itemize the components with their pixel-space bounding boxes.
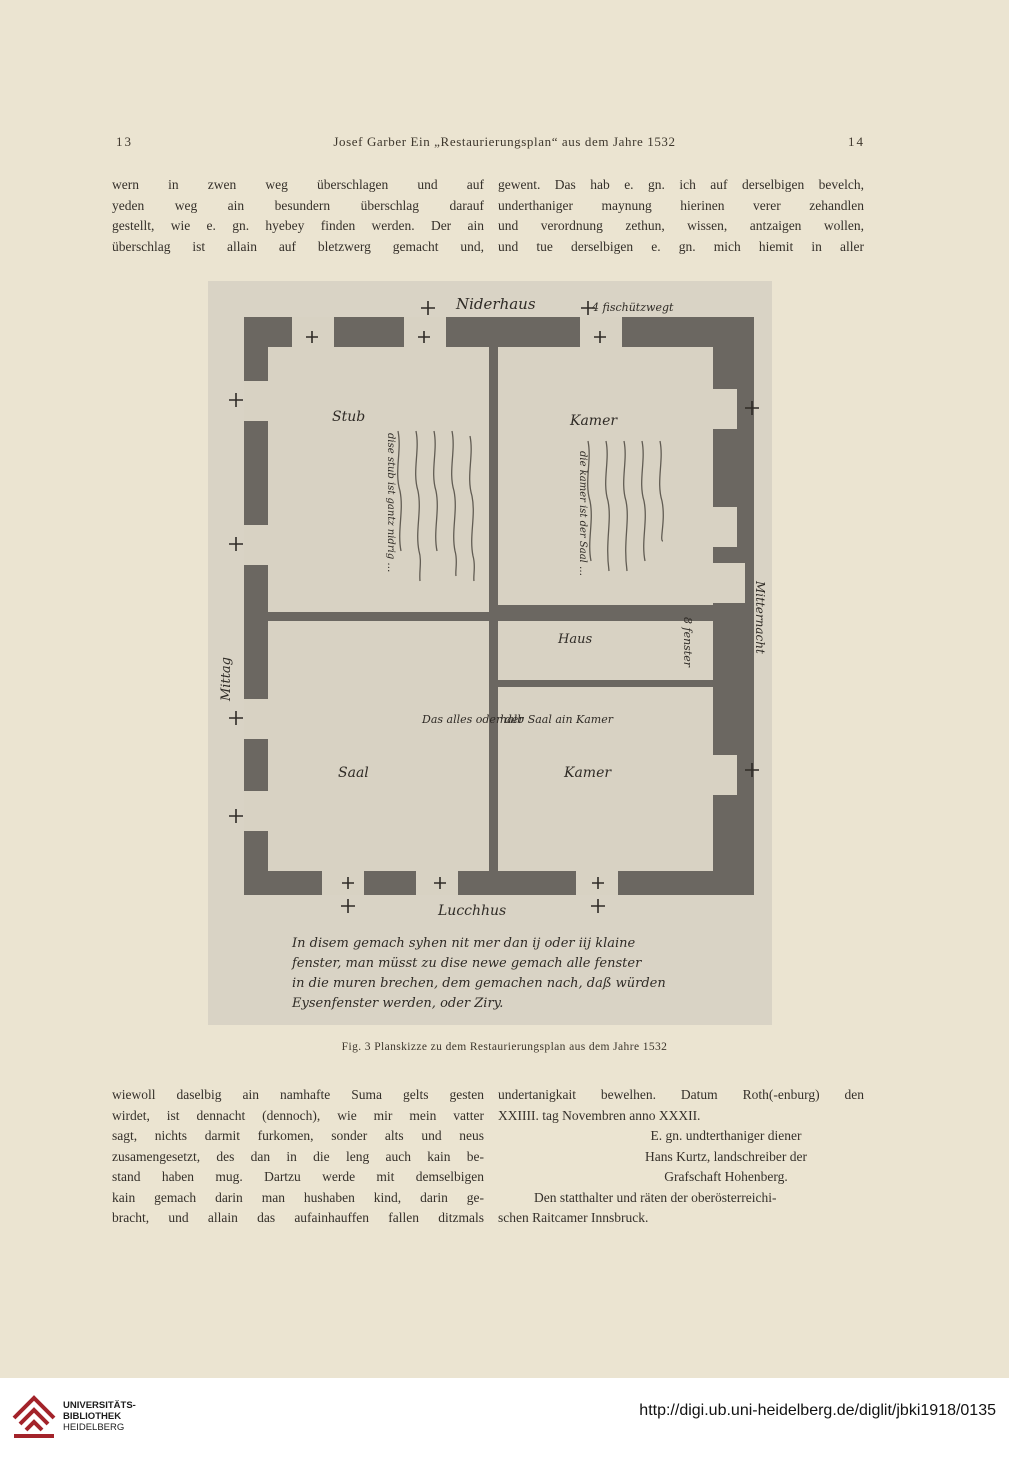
text-line: stand haben mug. Dartzu werde mit demselbigen (112, 1169, 484, 1184)
room-saal (268, 621, 489, 871)
label-saal: Saal (338, 765, 369, 781)
running-title: Josef Garber Ein „Restaurierungsplan“ aus dem Jahre 1532 (333, 134, 676, 149)
label-right: Mitternacht (753, 581, 767, 654)
logo-text (63, 1400, 136, 1433)
text-line: und tue derselbigen e. gn. mich hiemit in aller (498, 238, 864, 254)
text-line: zusamengesetzt, des dan in die leng auch kain be- (112, 1148, 484, 1164)
text-line: wiewoll daselbig ain namhafte Suma gelts gesten (112, 1087, 484, 1102)
footer-bar (0, 1378, 1009, 1460)
note-stub: dise stub ist gantz nidrig … (385, 433, 396, 573)
logo-line: HEIDELBERG (63, 1422, 125, 1433)
label-kamer-top: Kamer (570, 413, 618, 429)
bottom-note-line: In disem gemach syhen nit mer dan ij oder iij klaine (292, 936, 636, 951)
text-line: kain gemach darin man hushaben kind, darin ge- (112, 1189, 484, 1205)
signature-line: E. gn. undterthaniger diener (650, 1128, 802, 1143)
text-line: yeden weg ain besundern überschlag darauf (112, 197, 484, 213)
signature-line: Grafschaft Hohenberg. (664, 1169, 788, 1184)
text-line: Den statthalter und räten der oberösterreichi- (534, 1189, 777, 1205)
label-haus: Haus (558, 632, 593, 647)
page-number-right: 14 (848, 134, 865, 149)
floor-plan-drawing (208, 281, 772, 1025)
label-mid-note-right: halb Saal ain Kamer (500, 713, 613, 726)
label-kamer-bottom: Kamer (564, 765, 612, 781)
text-line: gewent. Das hab e. gn. ich auf derselbigen bevelch, (498, 177, 864, 192)
bottom-note-line: in die muren brechen, dem gemachen nach, daß würden (292, 976, 666, 991)
text-line: underthaniger maynung hierinen verer zehandlen (498, 197, 864, 213)
floor-plan-figure (208, 281, 772, 1025)
page-number-left: 13 (116, 134, 133, 149)
bottom-note-line: fenster, man müsst zu dise newe gemach alle fenster (292, 956, 642, 971)
text-line: XXIIII. tag Novembren anno XXXII. (498, 1107, 701, 1123)
university-library-logo-icon (10, 1392, 58, 1440)
label-top-right: 4 fischützwegt (592, 301, 674, 314)
text-line: sagt, nichts darmit furkomen, sonder alts und neus (112, 1128, 484, 1143)
text-line: und verordnung zethun, wissen, antzaigen wollen, (498, 218, 864, 233)
text-line: gestellt, wie e. gn. hyebey finden werden. Der ain (112, 218, 484, 233)
permalink-url[interactable]: http://digi.ub.uni-heidelberg.de/diglit/jbki1918/0135 (639, 1402, 996, 1419)
label-bottom: Lucchhus (438, 903, 507, 919)
top-right-column (498, 175, 864, 257)
figure-caption: Fig. 3 Planskizze zu dem Restaurierungsplan aus dem Jahre 1532 (341, 1041, 668, 1053)
bottom-note-line: Eysenfenster werden, oder Ziry. (292, 996, 504, 1011)
bottom-right-column (498, 1085, 864, 1229)
label-stub: Stub (332, 409, 366, 425)
bottom-left-column (112, 1085, 484, 1229)
label-side-note: 8 fenster (681, 617, 694, 667)
text-line: wern in zwen weg überschlagen und auf (112, 177, 484, 192)
label-left: Mittag (219, 657, 234, 701)
room-haus (498, 614, 713, 680)
text-line: überschlag ist allain auf bletzwerg gemacht und, (112, 238, 484, 254)
text-line: undertanigkait bewelhen. Datum Roth(-enburg) den (498, 1087, 864, 1102)
text-line: wirdet, ist dennacht (dennoch), wie mir mein vatter (112, 1107, 484, 1123)
signature-line: Hans Kurtz, landschreiber der (645, 1148, 807, 1164)
logo-line: UNIVERSITÄTS- (63, 1400, 136, 1411)
text-line: schen Raitcamer Innsbruck. (498, 1210, 649, 1225)
label-mid-note-left: Das alles oder der (422, 713, 524, 726)
label-top: Niderhaus (456, 295, 536, 313)
top-left-column (112, 175, 484, 257)
logo-line: BIBLIOTHEK (63, 1411, 122, 1422)
note-kamer: die kamer ist der Saal … (577, 451, 588, 577)
text-line: bracht, und allain das aufainhauffen fallen ditzmals (112, 1210, 484, 1225)
